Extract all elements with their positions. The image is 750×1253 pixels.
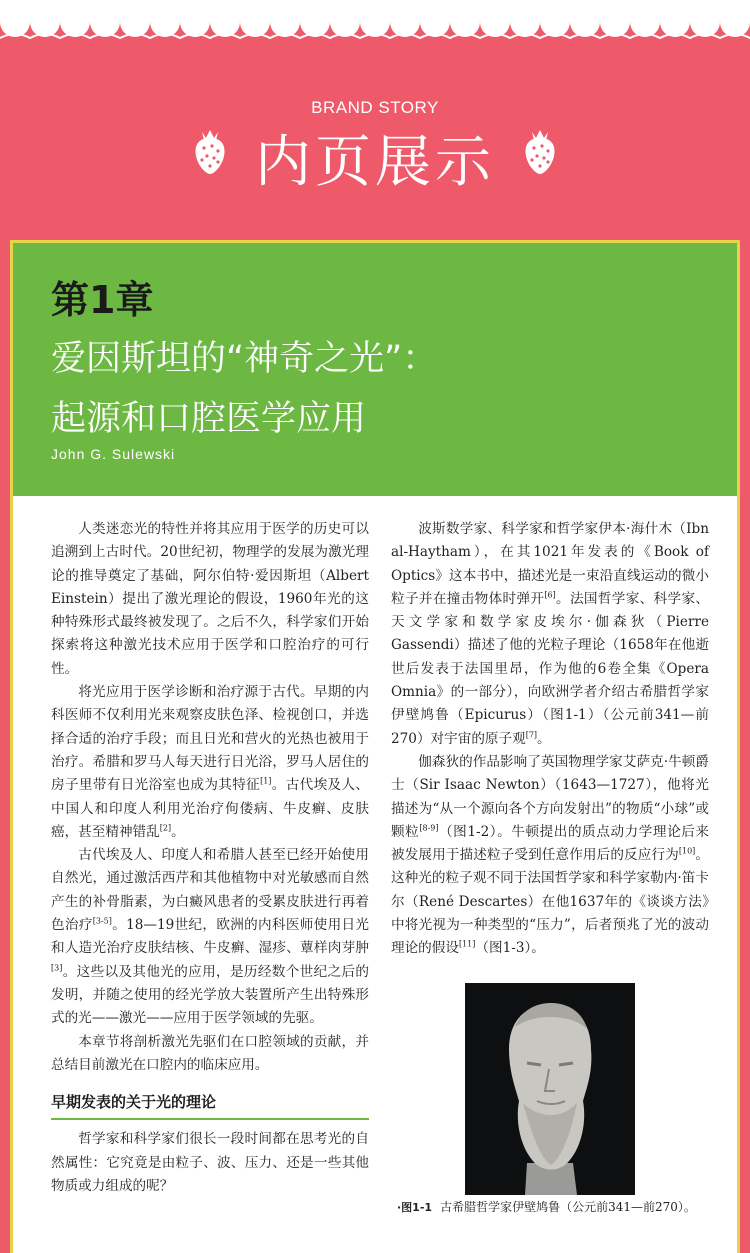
- figure-caption-text: 古希腊哲学家伊壁鸠鲁（公元前341—前270）。: [440, 1200, 696, 1214]
- figure-label: ·图1-1: [397, 1201, 433, 1214]
- scallop-border: [0, 0, 750, 40]
- chapter-author: John G. Sulewski: [51, 446, 176, 462]
- reference: [6]: [544, 590, 556, 600]
- paragraph: 波斯数学家、科学家和哲学家伊本·海什木（Ibn al-Haytham），在其1021年发表的《Book of Optics》这本书中，描述光是一束沿直线运动的微小粒子并在撞击物体时弹开[6]。法国哲学家、科学家、天文学家和数学家皮埃尔·伽森狄（Pierre Gassendi）描述了他的光粒子理论（1658年在他逝世后发表于法国里昂，作为他的6卷全集《Opera Omnia》的一部分），向欧洲学者介绍古希腊哲学家伊壁鸠鲁（Epicurus）（图1-1）（公元前341—前270）对宇宙的原子观[7]。: [391, 521, 709, 747]
- paragraph: 将光应用于医学诊断和治疗源于古代。早期的内科医师不仅利用光来观察皮肤色泽、检视创口，并选择合适的治疗手段；而且日光和营火的光热也被用于治疗。希腊和罗马人每天进行日光浴，罗马人居住的房子里带有日光浴室也成为其特征[1]。古代埃及人、中国人和印度人利用光治疗佝偻病、牛皮癣、皮肤癌，甚至精神错乱[2]。: [51, 684, 370, 840]
- epicurus-bust-photo: [465, 983, 635, 1195]
- paragraph: 伽森狄的作品影响了英国物理学家艾萨克·牛顿爵士（Sir Isaac Newton）（1643—1727），他将光描述为“从一个源向各个方向发射出”的物质“小球”或颗粒[8-9]（图1-2）。牛顿提出的质点动力学理论后来被发展用于描述粒子受到任意作用后的反应行为[10]。这种光的粒子观不同于法国哲学家和科学家勒内·笛卡尔（René Descartes）在他1637年的《谈谈方法》中将光视为一种类型的“压力”，后者预兆了光的波动理论的假设[11]（图1-3）。: [391, 753, 710, 957]
- paragraph: 人类迷恋光的特性并将其应用于医学的历史可以追溯到上古时代。20世纪初，物理学的发展为激光理论的推导奠定了基础，阿尔伯特·爱因斯坦（Albert Einstein）提出了激光理论的假设，1960年光的这种特殊形式最终被发现了。之后不久，科学家们开始探索将这种激光技术应用于医学和口腔治疗的可行性。: [51, 521, 369, 677]
- reference: [7]: [525, 730, 538, 740]
- chapter-title-line1: 爱因斯坦的“神奇之光”：: [51, 339, 438, 379]
- figure-caption: [397, 1198, 737, 1215]
- paragraph: 哲学家和科学家们很长一段时间都在思考光的自然属性：它究竟是由粒子、波、压力、还是一些其他物质或力组成的呢？: [51, 1131, 369, 1195]
- chapter-header: [13, 243, 737, 496]
- chapter-number: 第1章: [51, 278, 154, 322]
- reference: [3-5]: [92, 916, 112, 926]
- reference: [2]: [159, 823, 172, 833]
- left-column: [51, 518, 369, 1198]
- reference: [1]: [260, 776, 272, 786]
- right-column: [391, 518, 709, 961]
- chapter-title-line2: 起源和口腔医学应用: [51, 399, 367, 439]
- reference: [3]: [51, 963, 63, 973]
- paragraph: 本章节将剖析激光先驱们在口腔领域的贡献，并总结目前激光在口腔内的临床应用。: [51, 1033, 369, 1073]
- section-heading: 早期发表的关于光的理论: [51, 1085, 369, 1120]
- brand-story-label: BRAND STORY: [311, 98, 439, 117]
- paragraph: 古代埃及人、印度人和希腊人甚至已经开始使用自然光，通过激活西芹和其他植物中对光敏感而自然产生的补骨脂素，为白癜风患者的受累皮肤进行再着色治疗[3-5]。18—19世纪，欧洲的内科医师使用日光和人造光治疗皮肤结核、牛皮癣、湿疹、蕈样肉芽肿[3]。这些以及其他光的应用，是历经数个世纪之后的发明，并随之使用的经光学放大装置所产生出特殊形式的光——激光——应用于医学领域的先驱。: [51, 847, 369, 1027]
- strawberry-icon: [522, 124, 558, 176]
- banner-title: 内页展示: [255, 130, 495, 195]
- reference: [10]: [678, 846, 696, 856]
- reference: [11]: [458, 939, 476, 949]
- strawberry-icon: [192, 124, 228, 176]
- reference: [8-9]: [419, 823, 439, 833]
- book-page: [10, 240, 740, 1253]
